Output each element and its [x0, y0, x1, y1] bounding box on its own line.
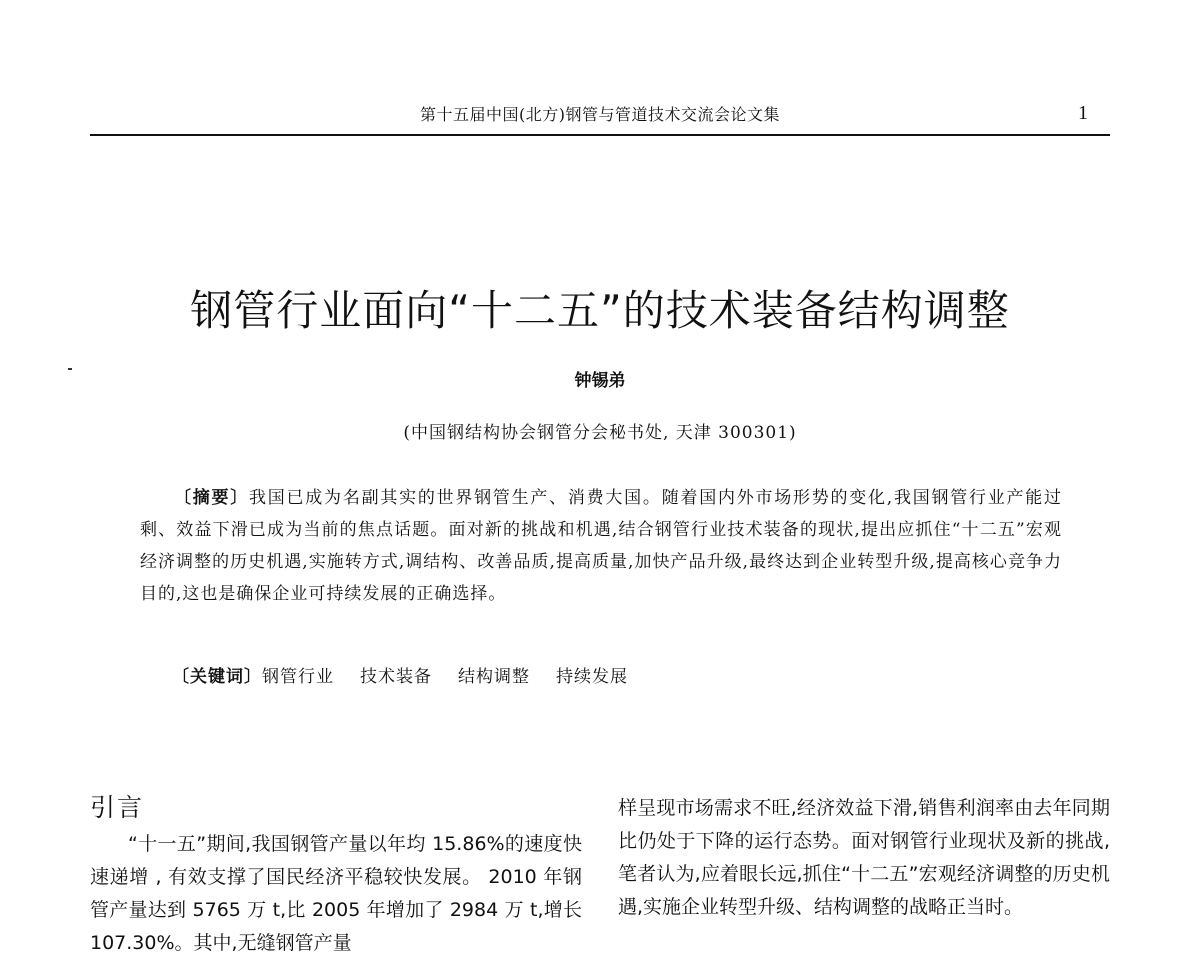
body-paragraph: “十一五”期间,我国钢管产量以年均 15.86%的速度快速递增 , 有效支撑了国民经济平稳较快发展。 2010 年钢管产量达到 5765 万 t,比 2005 年增加了 2984 万 t,增长 107.30%。其中,无缝钢管产量: [90, 833, 582, 954]
abstract-paragraph: [140, 482, 1062, 610]
page-number: 1: [1078, 102, 1088, 124]
abstract: [140, 482, 1062, 610]
abstract-label: 〔摘要〕: [174, 488, 250, 508]
keyword: 结构调整: [458, 667, 530, 687]
keyword: 钢管行业: [262, 667, 334, 687]
keywords: [172, 662, 654, 687]
keyword: 技术装备: [360, 667, 432, 687]
proceedings-title: 第十五届中国(北方)钢管与管道技术交流会论文集: [420, 105, 780, 124]
body-paragraph: 样呈现市场需求不旺,经济效益下滑,销售利润率由去年同期比仍处于下降的运行态势。面对钢管行业现状及新的挑战,笔者认为,应着眼长远,抓住“十二五”宏观经济调整的历史机遇,实施企业转型升级、结构调整的战略正当时。: [618, 797, 1110, 918]
article-title: 钢管行业面向“十二五”的技术装备结构调整: [190, 286, 1010, 335]
body-column-right: [618, 792, 1110, 924]
author-affiliation: (中国钢结构协会钢管分会秘书处, 天津 300301): [403, 423, 797, 443]
keyword: 持续发展: [556, 667, 628, 687]
section-title: 引言: [90, 793, 145, 822]
abstract-text: 我国已成为名副其实的世界钢管生产、消费大国。随着国内外市场形势的变化,我国钢管行业产能过剩、效益下滑已成为当前的焦点话题。面对新的挑战和机遇,结合钢管行业技术装备的现状,提出应抓住“十二五”宏观经济调整的历史机遇,实施转方式,调结构、改善品质,提高质量,加快产品升级,最终达到企业转型升级,提高核心竞争力目的,这也是确保企业可持续发展的正确选择。: [140, 488, 1062, 604]
body-column-left: [90, 792, 582, 960]
running-header: [90, 100, 1110, 136]
author-name: 钟锡弟: [574, 371, 626, 391]
keywords-label: 〔关键词〕: [172, 667, 262, 687]
